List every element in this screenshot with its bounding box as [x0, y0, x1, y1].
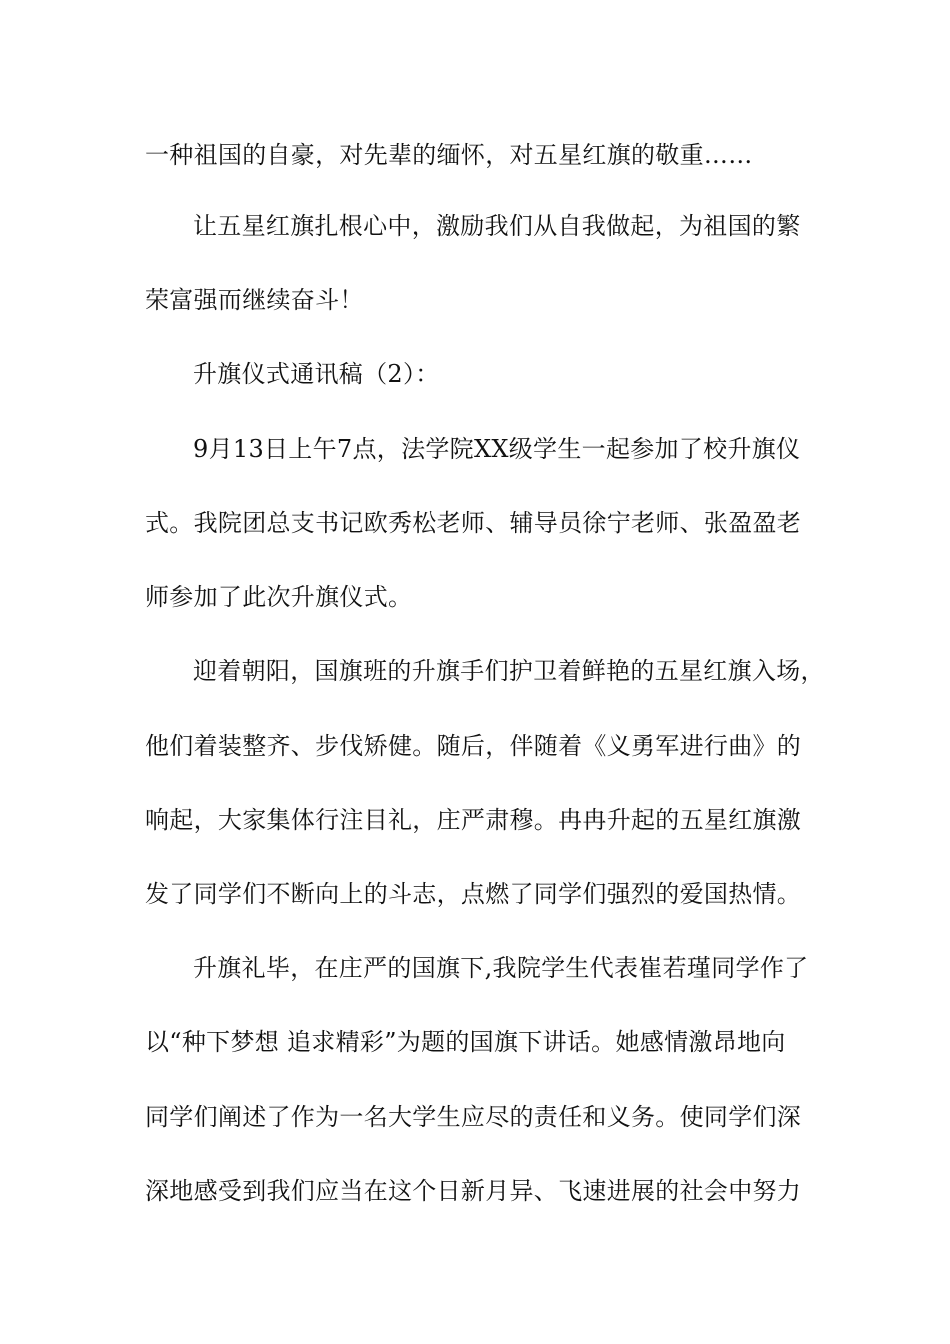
paragraph-line: 9月13日上午7点，法学院XX级学生一起参加了校升旗仪 [193, 435, 801, 463]
text-line: 式。我院团总支书记欧秀松老师、辅导员徐宁老师、张盈盈老 [145, 509, 802, 537]
text-line: 一种祖国的自豪，对先辈的缅怀，对五星红旗的敬重…… [145, 141, 753, 169]
section-heading: 升旗仪式通讯稿（2）： [193, 360, 440, 388]
text-line: 发了同学们不断向上的斗志，点燃了同学们强烈的爱国热情。 [145, 880, 802, 908]
text-line: 同学们阐述了作为一名大学生应尽的责任和义务。使同学们深 [145, 1103, 802, 1131]
text-line: 荣富强而继续奋斗！ [145, 286, 364, 314]
text-line: 他们着装整齐、步伐矫健。随后，伴随着《义勇军进行曲》的 [145, 732, 802, 760]
paragraph-line: 升旗礼毕，在庄严的国旗下,我院学生代表崔若瑾同学作了 [193, 954, 809, 982]
text-line: 以“种下梦想 追求精彩”为题的国旗下讲话。她感情激昂地向 [145, 1028, 786, 1056]
text-line: 师参加了此次升旗仪式。 [145, 583, 413, 611]
paragraph-line: 让五星红旗扎根心中，激励我们从自我做起，为祖国的繁 [193, 212, 801, 240]
text-line: 深地感受到我们应当在这个日新月异、飞速进展的社会中努力 [145, 1177, 802, 1205]
text-line: 响起，大家集体行注目礼，庄严肃穆。冉冉升起的五星红旗激 [145, 806, 802, 834]
paragraph-line: 迎着朝阳，国旗班的升旗手们护卫着鲜艳的五星红旗入场， [193, 657, 825, 685]
